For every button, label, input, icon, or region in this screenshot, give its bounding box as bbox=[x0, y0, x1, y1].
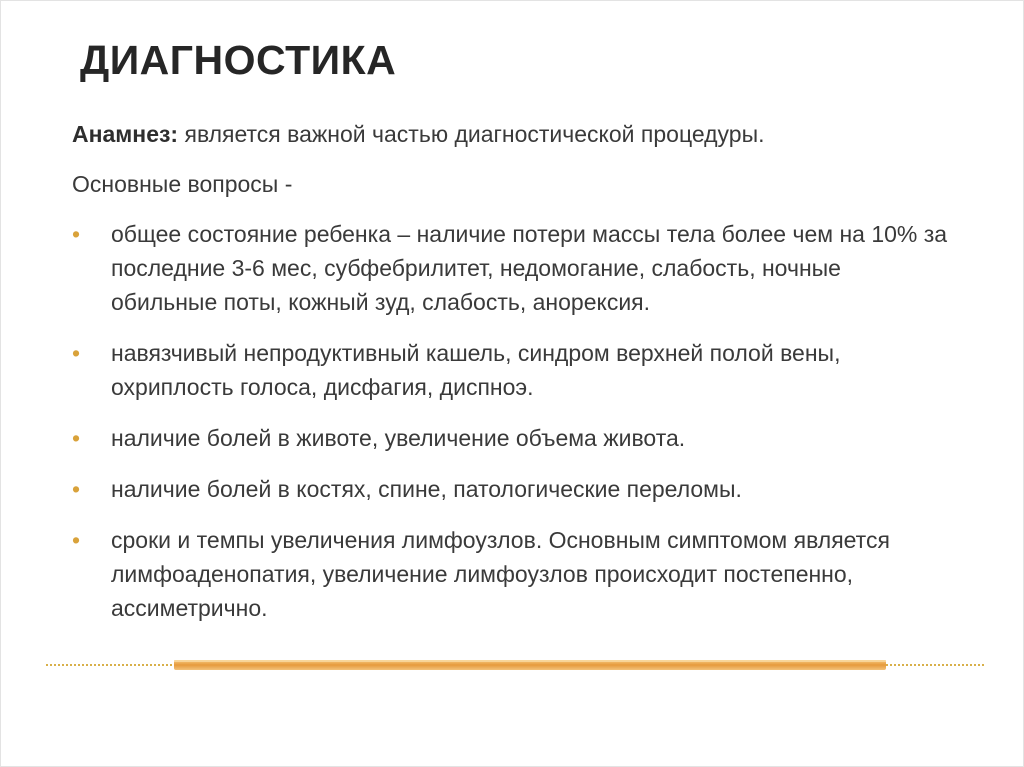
anamnesis-label: Анамнез: bbox=[72, 121, 179, 147]
list-item-text: общее состояние ребенка – наличие потери массы тела более чем на 10% за последние 3-6 мес, субфебрилитет, недомогание, слабость, ночные обильные поты, кожный зуд, слабость, анорексия. bbox=[111, 221, 948, 315]
list-item bbox=[72, 421, 952, 455]
anamnesis-paragraph bbox=[72, 117, 952, 151]
questions-intro: Основные вопросы - bbox=[72, 171, 293, 197]
bullet-icon: • bbox=[72, 527, 81, 553]
bullet-icon: • bbox=[72, 340, 81, 366]
list-item-text: наличие болей в животе, увеличение объема живота. bbox=[111, 425, 686, 451]
list-item bbox=[72, 472, 952, 506]
slide-content bbox=[72, 117, 952, 642]
anamnesis-text: является важной частью диагностической процедуры. bbox=[178, 121, 765, 147]
symptom-list bbox=[72, 217, 952, 625]
list-item bbox=[72, 523, 952, 625]
bullet-icon: • bbox=[72, 425, 81, 451]
list-item-text: навязчивый непродуктивный кашель, синдром верхней полой вены, охриплость голоса, дисфагия, диспноэ. bbox=[111, 340, 841, 400]
list-item-text: наличие болей в костях, спине, патологические переломы. bbox=[111, 476, 742, 502]
list-item bbox=[72, 217, 952, 319]
slide-title: ДИАГНОСТИКА bbox=[80, 37, 397, 83]
bullet-icon: • bbox=[72, 221, 81, 247]
list-item bbox=[72, 336, 952, 404]
list-item-text: сроки и темпы увеличения лимфоузлов. Основным симптомом является лимфоаденопатия, увеличение лимфоузлов происходит постепенно, ассиметрично. bbox=[111, 527, 890, 621]
decorative-divider bbox=[46, 658, 986, 672]
bullet-icon: • bbox=[72, 476, 81, 502]
